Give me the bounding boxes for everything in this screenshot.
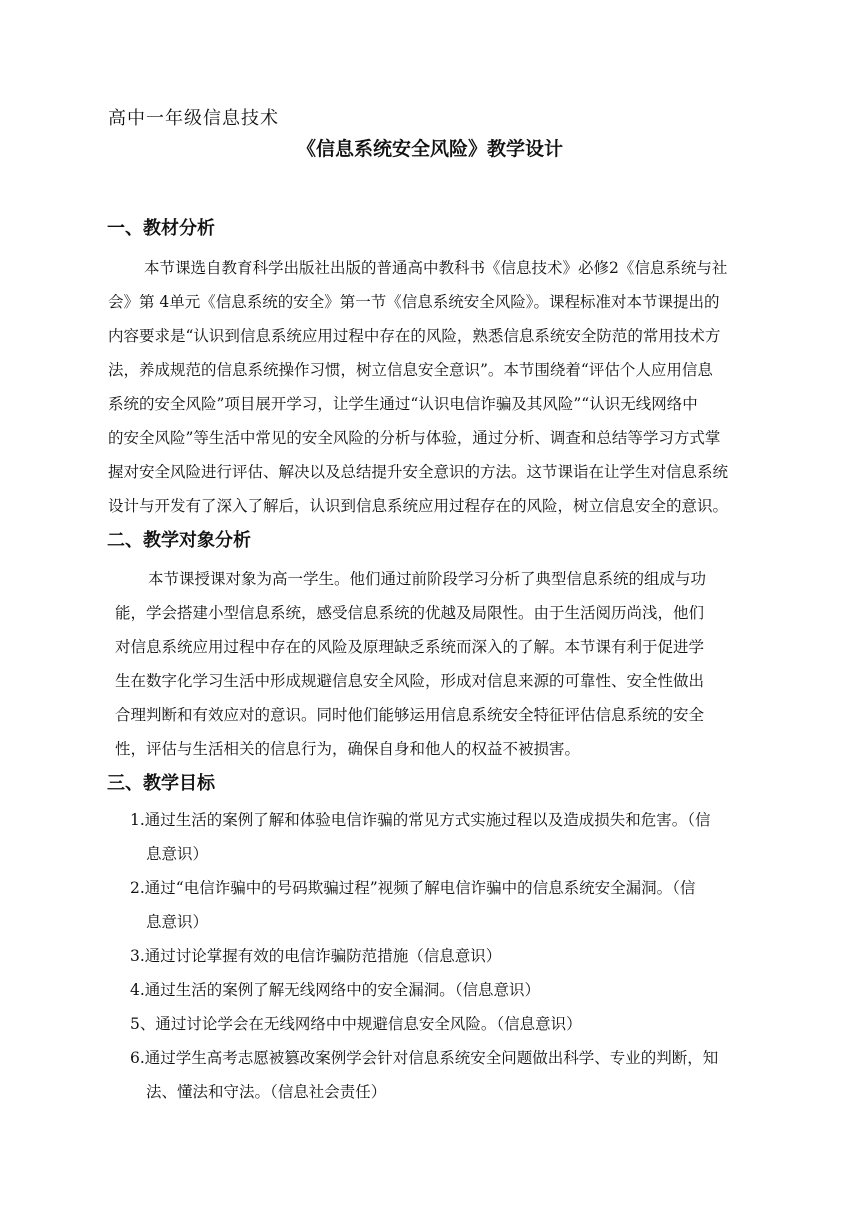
list-item-continuation: 息意识）: [146, 913, 209, 931]
section-heading-textbook-analysis: 一、教材分析: [107, 218, 215, 239]
paragraph-line: 法，养成规范的信息系统操作习惯，树立信息安全意识”。本节围绕着“评估个人应用信息: [108, 361, 713, 379]
list-item: 3.通过讨论掌握有效的电信诈骗防范措施（信息意识）: [130, 947, 502, 965]
paragraph-line: 设计与开发有了深入了解后，认识到信息系统应用过程存在的风险，树立信息安全的意识。: [108, 497, 729, 515]
document-title: 《信息系统安全风险》教学设计: [296, 138, 563, 160]
list-item: 4.通过生活的案例了解无线网络中的安全漏洞。（信息意识）: [130, 981, 541, 999]
section-heading-teaching-objectives: 三、教学目标: [107, 773, 215, 794]
paragraph-line: 会》第 4单元《信息系统的安全》第一节《信息系统安全风险》。课程标准对本节课提出的: [108, 293, 720, 311]
list-item-continuation: 法、懂法和守法。（信息社会责任）: [146, 1083, 387, 1101]
paragraph-line: 能，学会搭建小型信息系统，感受信息系统的优越及局限性。由于生活阅历尚浅，他们: [115, 604, 705, 622]
paragraph-line: 对信息系统应用过程中存在的风险及原理缺乏系统而深入的了解。本节课有利于促进学: [115, 638, 705, 656]
list-item: 1.通过生活的案例了解和体验电信诈骗的常见方式实施过程以及造成损失和危害。（信: [130, 811, 711, 829]
paragraph-line: 本节课授课对象为高一学生。他们通过前阶段学习分析了典型信息系统的组成与功: [148, 570, 707, 588]
list-item: 6.通过学生高考志愿被篡改案例学会针对信息系统安全问题做出科学、专业的判断，知: [130, 1049, 719, 1067]
list-item: 2.通过“电信诈骗中的号码欺骗过程”视频了解电信诈骗中的信息系统安全漏洞。（信: [130, 879, 696, 897]
paragraph-line: 系统的安全风险”项目展开学习，让学生通过“认识电信诈骗及其风险”“认识无线网络中: [108, 395, 698, 413]
paragraph-line: 性，评估与生活相关的信息行为，确保自身和他人的权益不被损害。: [115, 740, 581, 758]
paragraph-line: 合理判断和有效应对的意识。同时他们能够运用信息系统安全特征评估信息系统的安全: [115, 706, 705, 724]
list-item: 5、通过讨论学会在无线网络中中规避信息安全风险。（信息意识）: [130, 1015, 582, 1033]
list-item-continuation: 息意识）: [146, 845, 209, 863]
paragraph-line: 本节课选自教育科学出版社出版的普通高中教科书《信息技术》必修2《信息系统与社: [144, 259, 728, 277]
grade-subject: 高中一年级信息技术: [108, 108, 279, 129]
paragraph-line: 生在数字化学习生活中形成规避信息安全风险，形成对信息来源的可靠性、安全性做出: [115, 672, 705, 690]
paragraph-line: 的安全风险”等生活中常见的安全风险的分析与体验，通过分析、调查和总结等学习方式掌: [108, 429, 721, 447]
paragraph-line: 握对安全风险进行评估、解决以及总结提升安全意识的方法。这节课诣在让学生对信息系统: [108, 463, 729, 481]
paragraph-line: 内容要求是“认识到信息系统应用过程中存在的风险，熟悉信息系统安全防范的常用技术方: [108, 327, 721, 345]
section-heading-student-analysis: 二、教学对象分析: [107, 530, 251, 551]
